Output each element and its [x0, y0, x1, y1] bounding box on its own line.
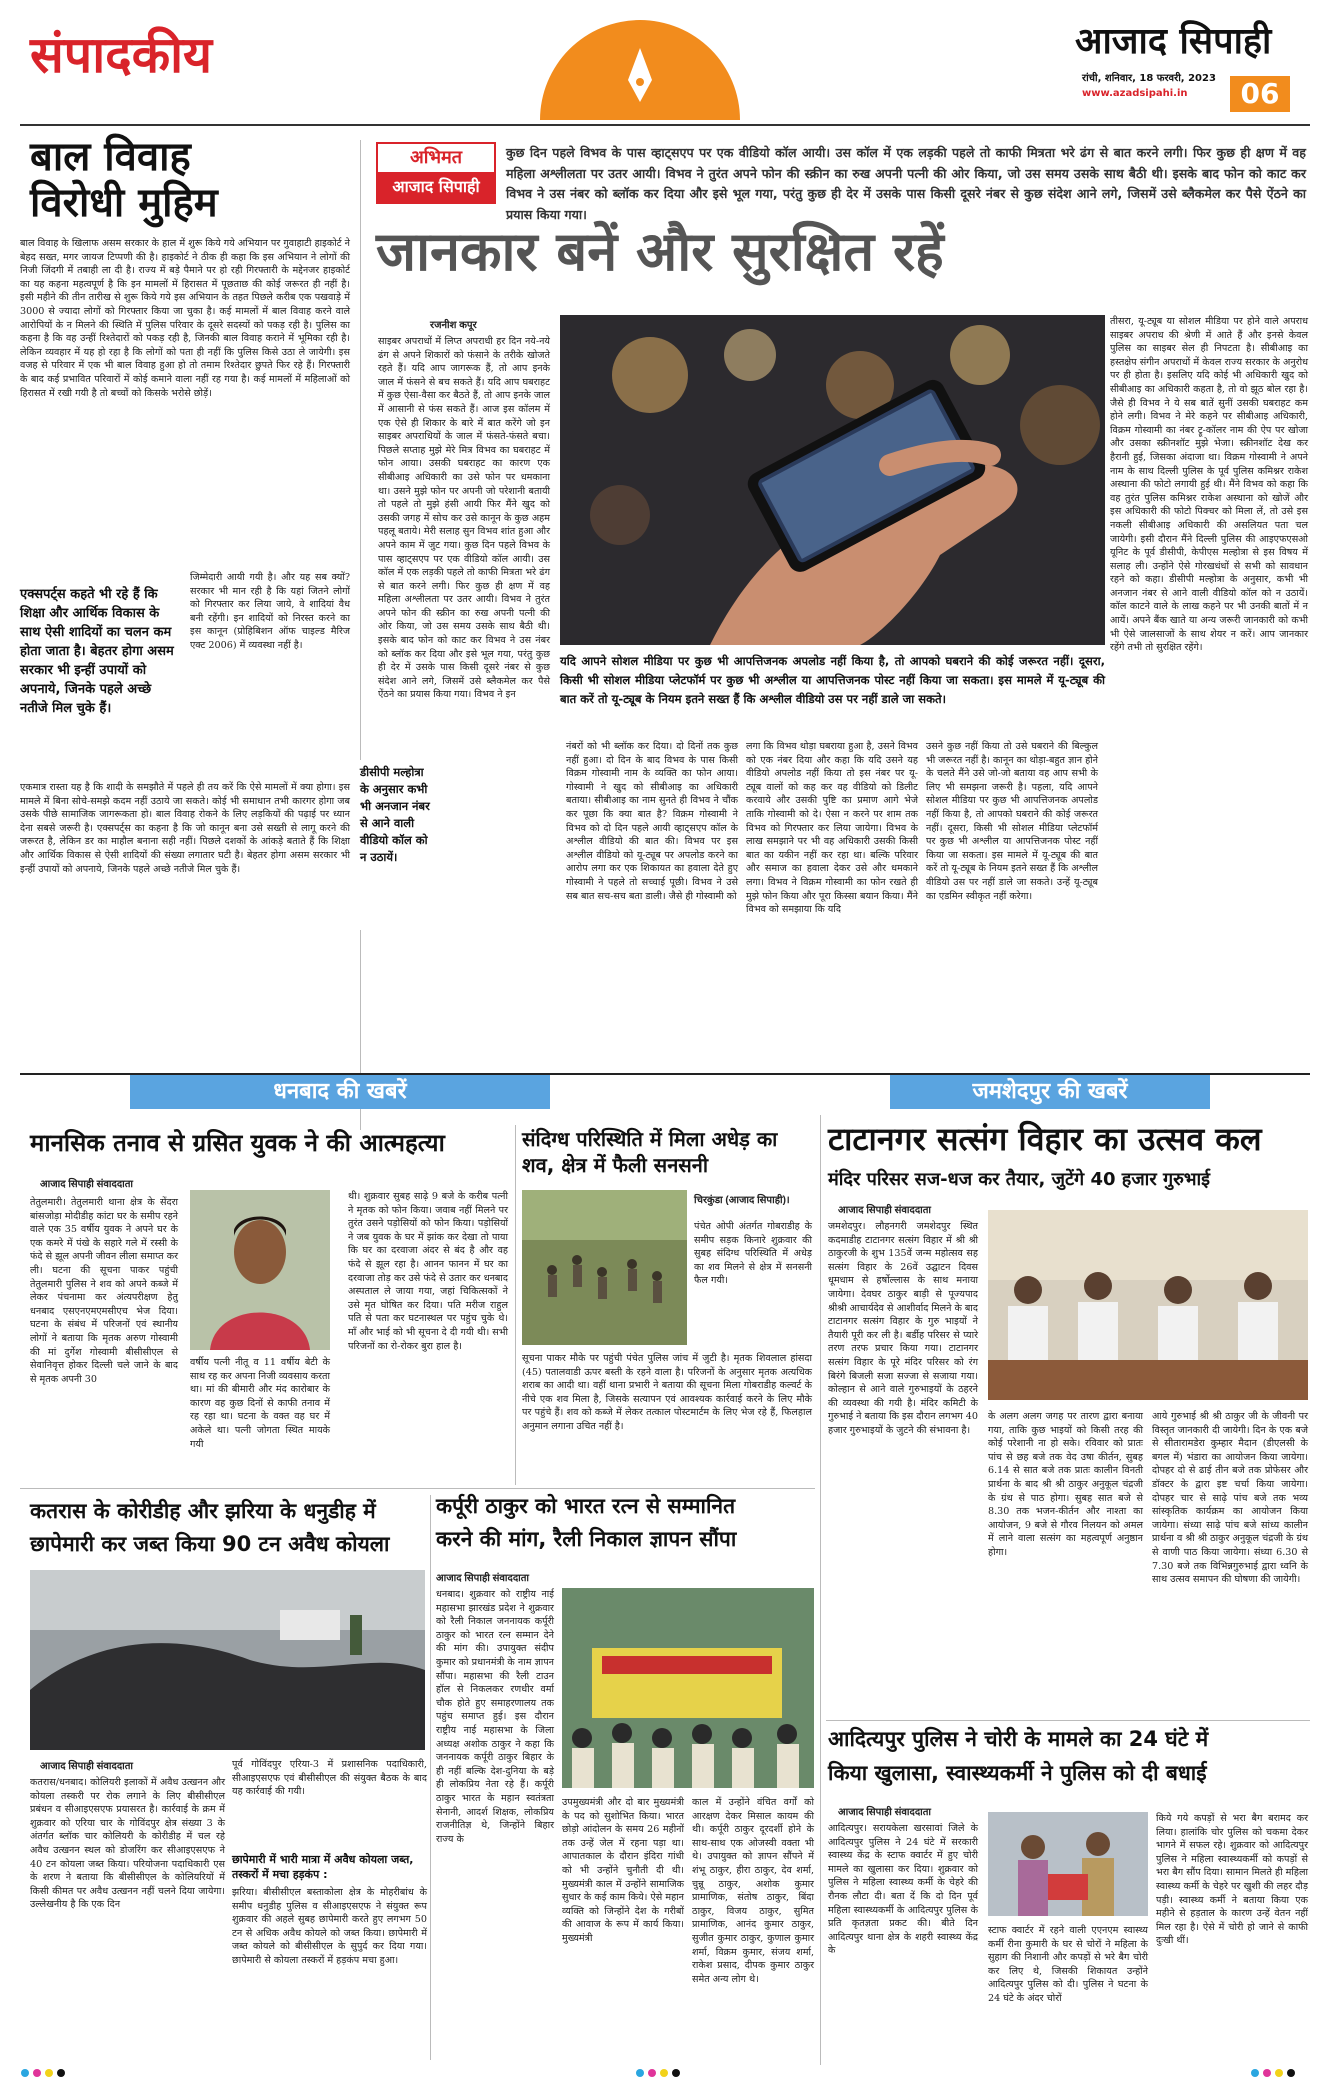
opinion-photo-caption: यदि आपने सोशल मीडिया पर कुछ भी आपत्तिजनक अपलोड नहीं किया है, तो आपको घबराने की कोई जरूरत नहीं। दूसरा, किसी भी सोशल मीडिया प्लेटफॉर्म पर कुछ भी अश्लील या आपत्तिजनक पोस्ट नहीं किया जा सकता। इस मामले में यू-ट्यूब की बात करें तो यू-ट्यूब के नियम इतने सख्त हैं कि अश्लील वीडियो उस पर नहीं डाले जा सकते।: [560, 654, 1105, 706]
jamshedpur-story1-body-b: के अलग अलग जगह पर तारण द्वारा बनाया गया, ताकि कुछ भाइयों को किसी तरह की कोई परेशानी ना हो सके। रविवार को प्रातः पांच से छह बजे तक वेद उषा कीर्तन, सुबह 6.14 से सात बजे तक प्रातः कालीन विनती प्रार्थना के बाद श्री श्री ठाकुर अनुकूल चंद्रजी के ग्रंथ से पाठ होगा। सुबह सात बजे से 8.30 तक भजन-कीर्तन और नाश्ता का आयोजन, 9 बजे से गौरव निलयन को अमल में लाने वाला सत्संग का महत्वपूर्ण अनुष्ठान होगा।: [988, 1411, 1143, 1558]
editorial-title-1: बाल विवाह: [30, 134, 191, 180]
editorial-body-1: बाल विवाह के खिलाफ असम सरकार के हाल में शुरू किये गये अभियान पर गुवाहाटी हाइकोर्ट ने बेहद सख्त, मगर जायज टिप्पणी की है। हाइकोर्ट ने ठीक ही कहा कि इस अभियान ने लोगों की निजी जिंदगी में तबाही ला दी है। राज्य में बड़े पैमाने पर हो रही गिरफ्तारी के मद्देनजर हाइकोर्ट का यह कहना महत्वपूर्ण है कि इन मामलों में हिरासत में पूछताछ की कोई जरूरत ही नहीं है। इसी महीने की तीन तारीख से शुरू किये गये इस अभियान के तहत पिछले करीब एक पखवाड़े में 3000 से ज्यादा लोगों को गिरफ्तार किया जा चुका है। कई मामलों में बाल विवाह करने वाले आरोपियों के न मिलने की स्थिति में पुलिस परिवार के दूसरे सदस्यों को पकड़ रही है। पुलिस का कहना है कि वह उन्हीं रिश्तेदारों को पकड़ रही है, जिनकी बाल विवाह कराने में भूमिका रही है। लेकिन व्यवहार में यह हो रहा है कि लोगों को पता ही नहीं कि पुलिस किसे उठा ले जायेगी। इस वजह से परिवार में एक भी बाल विवाह हुआ हो तो तमाम रिश्तेदार छुपते फिर रहे हैं। गिरफ्तारी के बाद कई प्रभावित परिवारों में कोई कमाने वाला नहीं रह गया है। कई मामलों में महिलाओं को हिरासत में रखी गयी है तो बच्चों को किसके भरोसे छोड़ें।: [20, 238, 350, 399]
meeting-illustration: [988, 1210, 1308, 1400]
opinion-photo: [560, 315, 1105, 645]
dhanbad-story3-subhead: छापेमारी में भारी मात्रा में अवैध कोयला जब्त, तस्करों में मचा हड़कंप :: [232, 1853, 414, 1881]
dhanbad-story4-photo: [562, 1588, 814, 1788]
dhanbad-mid-rule: [20, 1488, 815, 1489]
portrait-illustration: [190, 1190, 330, 1350]
dhanbad-story1-body-b: थी। शुक्रवार सुबह साढ़े 9 बजे के करीब पत्नी ने मृतक को फोन किया। जवाब नहीं मिलने पर तुरंत उसने पड़ोसियों को फोन किया। पड़ोसियों ने जब युवक के घर में झांक कर देखा तो पाया कि घर का दरवाजा अंदर से बंद है और वह फंदे से झूल रहा है। आनन फानन में घर का दरवाजा तोड़ कर उसे फंदे से उतार कर धनबाद अस्पताल ले जाया गया, जहां चिकित्सकों ने उसे मृत घोषित कर दिया। पति मरीज राहुल पति से पता कर घटनास्थल पर पहुंच चुके थे। माँ और भाई को भी सूचना दे दी गयी थी। सभी परिजनों का रो-रोकर बुरा हाल है।: [348, 1191, 508, 1352]
dhanbad-banner: धनबाद की खबरें: [130, 1075, 550, 1109]
dhanbad-story3-body-a: कतरास/धनबाद। कोलियरी इलाकों में अवैध उत्खनन और कोयला तस्करी पर रोक लगाने के लिए बीसीसीएल प्रबंधन व सीआइएसएफ प्रयासरत है। कार्रवाई के क्रम में शुक्रवार को एरिया चार के गोविंदपुर क्षेत्र संख्या 3 के अंतर्गत ब्लॉक चार कोलियरी के कोरीडीह में चल रहे अवैध उत्खनन स्थल को डोजरिंग कर सीआइएसएफ ने 40 टन कोयला जब्त किया। परियोजना पदाधिकारी एस के शरण ने बताया कि बीसीसीएल के कोलियरियों में किसी कीमत पर अवैध उत्खनन नहीं चलने दिया जायेगा। उल्लेखनीय है कि एक दिन: [30, 1777, 225, 1911]
dhanbad-story3-body-c: झरिया। बीसीसीएल बस्ताकोला क्षेत्र के मोहरीबांध के समीप धनुडीह पुलिस व सीआइएसएफ ने संयुक्त रूप शुक्रवार की अहले सुबह छापेमारी करते हुए लगभग 50 टन से अधिक अवैध कोयले को जब्त किया। छापेमारी में जब्त कोयले को बीसीसीएल के सुपुर्द कर दिया गया। छापेमारी से कोयला तस्करों में हड़कंप मचा हुआ।: [232, 1887, 427, 1966]
jamshedpur-story1-body-c: आये गुरुभाई श्री श्री ठाकुर जी के जीवनी पर विस्तृत जानकारी दी जायेगी। दिन के एक बजे से सीतारामडेरा कुम्हार मैदान (डीएलसी के बगल में) भंडारा का आयोजन किया जायेगा। दोपहर दो से ढाई तीन बजे तक प्रोफेसर और डॉक्टर के द्वारा इष्ट चर्चा किया जायेगा। दोपहर चार से साढ़े पांच बजे तक भव्य सांस्कृतिक कार्यक्रम का आयोजन किया जायेगा। संध्या साढ़े पांच बजे सांध्य कालीन प्रार्थना व श्री श्री ठाकुर अनुकूल चंद्रजी के ग्रंथ से वाणी पाठ किया जायेगा। संध्या 6.30 से 7.30 बजे तक विभिन्नगुरुभाई द्वारा ध्वनि के साथ उत्सव समापन की घोषणा की जायेगी।: [1152, 1411, 1308, 1586]
dateline: रांची, शनिवार, 18 फरवरी, 2023: [1082, 73, 1216, 84]
crowd-field-illustration: [522, 1190, 687, 1345]
dhanbad-story4-byline: आजाद सिपाही संवाददाता: [436, 1573, 530, 1584]
dhanbad-story4-headline-1: कर्पूरी ठाकुर को भारत रत्न से सम्मानित: [436, 1494, 736, 1518]
opinion-col-3: लगा कि विभव थोड़ा घबराया हुआ है, उसने विभव को एक नंबर दिया और कहा कि यदि उसने यह वीडियो अपलोड नहीं किया तो इस नंबर पर यू-ट्यूब वालों को कह कर वह वीडियो को डिलीट करवाये और उसकी पुष्टि का प्रमाण आगे भेजे ताकि गोस्वामी को दे। ऐसा न करने पर शाम तक विभव को गिरफ्तार कर लिया जायेगा। विभव के लाख समझाने पर भी वह अधिकारी उसकी किसी बात का यकीन नहीं कर रहा था। बल्कि परिवार और समाज का हवाला देकर उसे और धमकाने लगा। विभव ने विक्रम गोस्वामी का फोन रखते ही मुझे फोन किया और पूरा किस्सा बयान किया। मैंने विभव को समझाया कि यदि: [746, 741, 918, 916]
jamshedpur-banner: जमशेदपुर की खबरें: [890, 1075, 1210, 1109]
brand-name: आजाद सिपाही: [1075, 21, 1272, 62]
editorial-pullquote: एक्सपर्ट्स कहते भी रहे हैं कि शिक्षा और आर्थिक विकास के साथ ऐसी शादियों का चलन कम होता जाता है। बेहतर होगा असम सरकार भी इन्हीं उपायों को अपनाये, जिनके पहले अच्छे नतीजे मिल चुके हैं।: [20, 587, 174, 716]
editorial-body-2: जिम्मेदारी आयी गयी है। और यह सब क्यों? सरकार भी मान रही है कि यहां जितने लोगों को गिरफ्तार कर लिया जाये, वे शादियां वैध बनी रहेंगी। इन शादियों को निरस्त करने का इस कानून (प्रोहिबिशन ऑफ चाइल्ड मैरिज एक्ट 2006) में व्यवस्था नहीं है।: [190, 572, 350, 651]
jamshedpur-story2-byline: आजाद सिपाही संवाददाता: [838, 1807, 932, 1818]
dhanbad-story2-body: पंचेत ओपी अंतर्गत गोबराडीह के समीप सड़क किनारे शुक्रवार की सुबह संदिग्ध परिस्थिति में अधेड़ का शव मिलने से क्षेत्र में सनसनी फैल गयी।: [694, 1221, 812, 1287]
dhanbad-story3-body-b: पूर्व गोविंदपुर एरिया-3 में प्रशासनिक पदाधिकारी, सीआइएसएफ एवं बीसीसीएल की संयुक्त बैठक के बाद यह कार्रवाई की गयी।: [232, 1759, 427, 1798]
rally-illustration: [562, 1588, 814, 1788]
website: www.azadsipahi.in: [1082, 88, 1188, 99]
opinion-headline: जानकार बनें और सुरक्षित रहें: [376, 220, 944, 283]
masthead: [0, 0, 1325, 118]
jamshedpur-story2-body-a: आदित्यपुर। सरायकेला खरसावां जिले के आदित्यपुर पुलिस ने 24 घंटे में सरकारी स्वास्थ्य केंद्र के स्टाफ क्वार्टर में हुए चोरी मामले का खुलासा कर दिया। शुक्रवार को पुलिस ने महिला स्वास्थ्य कर्मी के चेहरे की रौनक लौटा दी। बता दें कि दो दिन पूर्व महिला स्वास्थ्यकर्मी के आदित्यपुर पुलिस के प्रति कृतज्ञता प्रकट की। बीते दिन आदित्यपुर थाना क्षेत्र के शहरी स्वास्थ्य केंद्र के: [828, 1823, 978, 1957]
color-dots-center: [635, 2068, 735, 2078]
footer-color-strip: [20, 2068, 1310, 2078]
hand-phone-illustration: [560, 315, 1105, 645]
opinion-author: रजनीश कपूर: [430, 320, 477, 331]
section-title: संपादकीय: [30, 26, 213, 84]
jamshedpur-story1-byline: आजाद सिपाही संवाददाता: [838, 1205, 932, 1216]
jamshedpur-mid-rule: [826, 1720, 1310, 1721]
dhanbad-story2-body-b: सूचना पाकर मौके पर पहुंची पंचेत पुलिस जांच में जुटी है। मृतक शिवलाल हांसदा (45) पतालवाडी ऊपर बस्ती के रहने वाला है। परिजनों के अनुसार मृतक अत्यधिक शराब का आदी था। वहीं थाना प्रभारी ने बताया की सूचना मिला गोबराडीह कल्वर्ट के नीचे एक शव मिला है, जिसके सत्यापन एवं आवश्यक कार्रवाई करने के लिए मौके पर पहुंचे हैं। शव को कब्जे में लेकर तत्काल पोस्टमार्टम के लिए भेज रहे हैं, फिलहाल अनुमान लगाना उचित नहीं है।: [522, 1353, 812, 1432]
opinion-tag: [376, 142, 496, 204]
col-divider-dhanbad-2: [430, 1495, 431, 2060]
sun-pen-emblem: [530, 10, 750, 120]
opinion-col-1: साइबर अपराधों में लिप्त अपराधी हर दिन नये-नये ढंग से अपने शिकारों को फंसाने के तरीके खोजते रहते हैं। यदि आप जागरूक हैं, तो आप इनके जाल में फंसने से बच सकते हैं। यदि आप घबराहट में कुछ ऐसा-वैसा कर बैठते हैं, तो आप इनके जाल में आसानी से फंस सकते हैं। आज इस कॉलम में एक ऐसे ही शिकार के बारे में बात करेंगे जो इन साइबर अपराधियों के जाल में फंसते-फंसते बचा। पिछले सप्ताह मुझे मेरे मित्र विभव का घबराहट में फोन आया। उसकी घबराहट का कारण एक सीबीआइ अधिकारी का उसे फोन पर धमकाना था। उसने मुझे फोन पर अपनी जो परेशानी बतायी तो पहले तो मुझे हंसी आयी फिर मैंने खुद को उसकी जगह में सोच कर उसे कानून के कुछ अहम पहलू बताये। मेरी सलाह सुन विभव शांत हुआ और अपने काम में जुट गया। कुछ दिन पहले विभव के पास व्हाट्सएप पर एक वीडियो कॉल आयी। उस कॉल में एक लड़की पहले तो काफी मित्रता भरे ढंग से बात करने लगी। फिर कुछ ही क्षण में वह महिला अश्लीलता पर उतर आयी। विभव ने तुरंत अपने फोन की स्क्रीन का रुख अपनी पत्नी की ओर किया, जो उस समय उसके साथ बैठी थी। इसके बाद फोन को काट कर विभव ने उस नंबर को ब्लॉक कर दिया और इसे भूल गया, परंतु कुछ ही देर में उसके पास किसी दूसरे नंबर से कुछ संदेश आने लगे, जिसमें उसे ब्लैकमेल कर पैसे ऐंठने का प्रयास किया गया। विभव ने इन: [378, 336, 550, 701]
opinion-col-4: उसने कुछ नहीं किया तो उसे घबराने की बिल्कुल भी जरूरत नहीं है। कानून का थोड़ा-बहुत ज्ञान होने के चलते मैंने उसे जो-जो बताया वह आप सभी के लिए भी समझना जरूरी है। पहला, यदि आपने सोशल मीडिया पर कुछ भी आपत्तिजनक अपलोड नहीं किया है, तो आपको घबराने की कोई जरूरत नहीं। दूसरा, किसी भी सोशल मीडिया प्लेटफॉर्म पर कुछ भी अश्लील या आपत्तिजनक पोस्ट नहीं किया जा सकता। इस मामले में यू-ट्यूब की बात करें तो यू-ट्यूब के नियम इतने सख्त हैं कि अश्लील वीडियो उस पर नहीं डाले जा सकते। उन्हें यू-ट्यूब का एडमिन स्वीकृत नहीं करेगा।: [926, 741, 1098, 902]
side-quote-text: डीसीपी मल्होत्रा के अनुसार कभी भी अनजान नंबर से आने वाली वीडियो कॉल को न उठायें।: [360, 765, 430, 864]
dhanbad-story1-caption: वर्षीय पत्नी नीतू व 11 वर्षीय बेटी के साथ रह कर अपना निजी व्यवसाय करता था। मां की बीमारी और मंद कारोबार के कारण वह कुछ दिनों से काफी तनाव में रह रहा था। घटना के वक्त वह घर में अकेले था। पत्नी जोगता स्थित मायके गयी: [190, 1357, 330, 1450]
jamshedpur-story2-headline-2: किया खुलासा, स्वास्थ्यकर्मी ने पुलिस को दी बधाई: [828, 1761, 1207, 1785]
dhanbad-story4-headline-2: करने की मांग, रैली निकाल ज्ञापन सौंपा: [436, 1527, 737, 1551]
opinion-side-quote: [356, 760, 436, 930]
dhanbad-story3-byline: आजाद सिपाही संवाददाता: [40, 1761, 134, 1772]
jamshedpur-story2-headline-1: आदित्यपुर पुलिस ने चोरी के मामले का 24 घंटे में: [828, 1727, 1209, 1751]
jamshedpur-story2-photo: [988, 1812, 1148, 1916]
color-dots-left: [20, 2068, 120, 2078]
dhanbad-story1-byline: आजाद सिपाही संवाददाता: [40, 1179, 134, 1190]
coal-heap-illustration: [30, 1570, 425, 1750]
masthead-rule: [20, 124, 1310, 126]
jamshedpur-story1-body-a: जमशेदपुर। लौहनगरी जमशेदपुर स्थित कदमाडीह टाटानगर सत्संग विहार में श्री श्री ठाकुरजी के शुभ 135वें जन्म महोत्सव सह सत्संग विहार के 26वें उद्घाटन दिवस धूमधाम से हर्षोल्लास के साथ मनाया जायेगा। देवघर ठाकुर बाड़ी से पूज्यपाद श्रीश्री आचार्यदेव से आशीर्वाद मिलने के बाद टाटानगर सत्संग विहार के गुरु भाइयों ने तैयारी पूरी कर ली है। बर्डीह परिसर से प्यारे तरण तरफ प्रचार किया गया। टाटानगर सत्संग विहार के पूरे मंदिर परिसर को रंग बिरंगे बिजली सजा सज्जा से सजाया गया। कोल्हान से आने वाले गुरुभाइयों के ठहरने की व्यवस्था की गयी है। मंदिर कमिटी के गुरुभाई ने बताया कि इस दौरान लगभग 40 हजार गुरुभाइयों के जुटने की संभावना है।: [828, 1221, 978, 1436]
jamshedpur-story2-body-b: स्टाफ क्वार्टर में रहने वाली एएनएम स्वास्थ्य कर्मी रीना कुमारी के घर से चोरों ने महिला के सुहाग की निशानी और कपड़ों से भरे बैग चोरी कर लिए थे, जिसकी शिकायत उन्होंने आदित्यपुर पुलिस को दी। पुलिस ने घटना के 24 घंटे के अंदर चोरों: [988, 1925, 1148, 2004]
dhanbad-story4-body-a: धनबाद। शुक्रवार को राष्ट्रीय नाई महासभा झारखंड प्रदेश ने शुक्रवार को रैली निकाल जननायक कर्पूरी ठाकुर को भारत रत्न सम्मान देने की मांग की। उपायुक्त संदीप कुमार को प्रधानमंत्री के नाम ज्ञापन सौंपा। महासभा की रैली टाउन हॉल से निकलकर रणधीर वर्मा चौक होते हुए समाहरणालय तक पहुंच समाप्त हुई। इस दौरान राष्ट्रीय नाई महासभा के जिला अध्यक्ष अशोक ठाकुर ने कहा कि जननायक कर्पूरी ठाकुर बिहार के ही नहीं बल्कि देश-दुनिया के बड़े ही लोकप्रिय नेता रहे हैं। कर्पूरी ठाकुर भारत के महान स्वतंत्रता सेनानी, आदर्श शिक्षक, लोकप्रिय राजनीतिज्ञ थे, जिन्होंने बिहार राज्य के: [436, 1589, 554, 1845]
editorial-body-3: एकमात्र रास्ता यह है कि शादी के समझौते में पहले ही तय करें कि ऐसे मामलों में क्या होगा। इस मामले में बिना सोचे-समझे कदम नहीं उठाये जा सकते। कोई भी समाधान तभी कारगर होगा जब उसके पीछे सामाजिक जागरूकता हो। बाल विवाह रोकने के लिए लड़कियों की पढ़ाई पर ध्यान देना सबसे जरूरी है। एक्सपर्ट्स का कहना है कि जो कानून बना उसे सख्ती से लागू करने की जरूरत है, लेकिन डर का माहौल बनाना सही नहीं। पिछले दशकों के आंकड़े बताते हैं कि शिक्षा और आर्थिक विकास से ऐसी शादियों की संख्या लगातार घटी है। बेहतर होगा असम सरकार भी इन्हीं उपायों को अपनाये, जिनके पहले अच्छे नतीजे मिल चुके हैं।: [20, 782, 350, 875]
dhanbad-story1-body-a: तेतुलमारी। तेतुलमारी थाना क्षेत्र के सेंदरा बांसजोड़ा मोदीडीह कांटा घर के समीप रहने वाले एक 35 वर्षीय युवक ने अपने घर के एक कमरे में पंखे के सहारे गले में रस्सी के फंदे से झूल अपनी जीवन लीला समाप्त कर ली। घटना की सूचना पाकर पहुंची तेतुलमारी पुलिस ने शव को अपने कब्जे में लेकर पंचनामा कर अंत्यपरीक्षण हेतु धनबाद एसएनएमएमसीएच भेज दिया। घटना के संबंध में परिजनों एवं स्थानीय लोगों ने बताया कि मृतक अरुण गोस्वामी की मां दुर्गेश गोस्वामी बीसीसीएल से सेवानिवृत्त होकर दिल्ली चले जाने के बाद से मृतक अपनी 30: [30, 1197, 178, 1385]
editorial-title-2: विरोधी मुहिम: [30, 180, 218, 226]
police-handover-illustration: [988, 1812, 1148, 1916]
dhanbad-story1-headline: मानसिक तनाव से ग्रसित युवक ने की आत्महत्या: [30, 1129, 445, 1157]
dhanbad-story2-headline: संदिग्ध परिस्थिति में मिला अधेड़ का शव, क्षेत्र में फैली सनसनी: [522, 1127, 778, 1177]
dhanbad-story3-photo: [30, 1570, 425, 1750]
editorial: [20, 135, 350, 1135]
jamshedpur-story2-body-c: किये गये कपड़ों से भरा बैग बरामद कर लिया। हालांकि चोर पुलिस को चकमा देकर भागने में सफल रहे। शुक्रवार को आदित्यपुर पुलिस ने महिला स्वास्थ्यकर्मी को कपड़ों से भरा बैग सौंप दिया। सामान मिलते ही महिला स्वास्थ्य कर्मी के चेहरे पर खुशी की लहर दौड़ पड़ी। स्वास्थ्य कर्मी ने बताया किया एक महीने से हड़ताल के कारण उन्हें वेतन नहीं मिल रहा है। ऐसे में चोरी हो जाने से काफी दुःखी थीं।: [1156, 1813, 1308, 1947]
opinion-tag-top: अभिमत: [409, 147, 463, 168]
dhanbad-story2-photo: [522, 1190, 687, 1345]
dhanbad-story2-byline: चिरकुंडा (आजाद सिपाही)।: [694, 1195, 790, 1206]
dhanbad-story3-headline-2: छापेमारी कर जब्त किया 90 टन अवैध कोयला: [30, 1532, 390, 1556]
dhanbad-story4-body-c: काल में उन्होंने वंचित वर्गों को आरक्षण देकर मिसाल कायम की थी। कर्पूरी ठाकुर दूरदर्शी होने के साथ-साथ एक ओजस्वी वक्ता भी थे। उपायुक्त को ज्ञापन सौंपने में शंभू ठाकुर, हीरा ठाकुर, देव शर्मा, चुन्नू ठाकुर, अशोक कुमार प्रामाणिक, संतोष ठाकुर, बिंदा ठाकुर, विजय ठाकुर, सुमित प्रामाणिक, आनंद कुमार ठाकुर, सुजीत कुमार ठाकुर, कुणाल कुमार शर्मा, विक्रम कुमार, संजय शर्मा, राकेश प्रसाद, दीपक कुमार ठाकुर समेत अन्य लोग थे।: [692, 1797, 814, 1985]
page-number: 06: [1230, 76, 1290, 112]
column-divider-lower: [820, 1115, 821, 2065]
dhanbad-story4-body-b: उपमुख्यमंत्री और दो बार मुख्यमंत्री के पद को सुशोभित किया। भारत छोड़ो आंदोलन के समय 26 महीनों तक उन्हें जेल में रहना पड़ा था। आपातकाल के दौरान इंदिरा गांधी को भी उन्होंने चुनौती दी थी। मुख्यमंत्री काल में उन्होंने सामाजिक सुधार के कई काम किये। ऐसे महान व्यक्ति को जिन्होंने देश के गरीबों की आवाज के रूप में कार्य किया। मुख्यमंत्री: [562, 1797, 684, 1944]
jamshedpur-story1-headline: टाटानगर सत्संग विहार का उत्सव कल: [828, 1120, 1262, 1158]
dhanbad-story3-headline-1: कतरास के कोरीडीह और झरिया के धनुडीह में: [30, 1499, 376, 1523]
jamshedpur-story1-subhead: मंदिर परिसर सज-धज कर तैयार, जुटेंगे 40 हजार गुरुभाई: [828, 1169, 1211, 1190]
color-dots-right: [1250, 2068, 1310, 2078]
opinion-col-2: नंबरों को भी ब्लॉक कर दिया। दो दिनों तक कुछ नहीं हुआ। दो दिन के बाद विभव के पास किसी विक्रम गोस्वामी नाम के व्यक्ति का फोन आया। गोस्वामी ने खुद को सीबीआइ का अधिकारी बताया। सीबीआइ का नाम सुनते ही विभव ने चौंक कर पूछा कि क्या बात है? विक्रम गोस्वामी ने विभव को दो दिन पहले आयी व्हाट्सएप कॉल के अश्लील वीडियो की बात की। विभव पर इस अश्लील वीडियो को यू-ट्यूब पर अपलोड करने का आरोप लगा कर एक शिकायत का हवाला देते हुए गोस्वामी ने पहले तो सच्चाई पूछी। विभव ने उसे सब बात सच-सच बता डाली। जैसे ही गोस्वामी को: [566, 741, 738, 902]
opinion-intro: कुछ दिन पहले विभव के पास व्हाट्सएप पर एक वीडियो कॉल आयी। उस कॉल में एक लड़की पहले तो काफी मित्रता भरे ढंग से बात करने लगी। फिर कुछ ही क्षण में वह महिला अश्लीलता पर उतर आयी। विभव ने तुरंत अपने फोन की स्क्रीन का रुख अपनी पत्नी की ओर किया, जो उस समय उसके साथ बैठी थी। इसके बाद फोन को काट कर विभव ने उस नंबर को ब्लॉक कर दिया और इसे भूल गया, परंतु कुछ ही देर में उसके पास किसी दूसरे नंबर से कुछ संदेश आने लगे, जिसमें उसे ब्लैकमेल कर पैसे ऐंठने का प्रयास किया गया।: [506, 145, 1306, 222]
col-divider-dhanbad: [515, 1125, 516, 1485]
opinion-col-5: तीसरा, यू-ट्यूब या सोशल मीडिया पर होने वाले अपराध साइबर अपराध की श्रेणी में आते हैं और इनसे केवल पुलिस का साइबर सेल ही निपटता है। सीबीआइ का हस्तक्षेप संगीन अपराधों में केवल राज्य सरकार के अनुरोध पर ही होता है। इसलिए यदि कोई भी अधिकारी खुद को सीबीआइ का अधिकारी कहता है, तो वो झूठ बोल रहा है। जैसे ही विभव ने ये सब बातें सुनीं उसकी घबराहट कम होने लगी। विभव ने मेरे कहने पर सीबीआइ अधिकारी, विक्रम गोस्वामी का नंबर ट्रू-कॉलर नाम की ऐप पर खोजा और उसका स्क्रीनशॉट मुझे भेजा। स्क्रीनशॉट देख कर हैरानी हुई, जिसका अंदाजा था। विक्रम गोस्वामी ने अपने नाम के साथ दिल्ली पुलिस के पूर्व पुलिस कमिश्नर राकेश अस्थाना की फोटो लगायी हुई थी। मैंने विभव को कहा कि वह तुरंत पुलिस कमिश्नर राकेश अस्थाना को खोजें और इस अधिकारी की फोटो पिक्चर को मिला लें, तो उसे इस नकली सीबीआइ अधिकारी की असलियत पता चल जायेगी। इसी दौरान मैंने दिल्ली पुलिस की आइएफएसओ यूनिट के पूर्व डीसीपी, केपीएस मल्होत्रा से इस विषय में सलाह ली। उन्होंने ऐसे गोरखधंधों से सभी को सावधान रहने को कहा। डीसीपी मल्होत्रा के अनुसार, कभी भी अनजान नंबर से आने वाली वीडियो कॉल को न उठायें। कॉल काटने वाले के लाख कहने पर भी उनकी बातों में न आयें। अपने बैंक खाते या अन्य जरूरी जानकारी को कभी भी ऐसे जालसाजों के साथ शेयर न करें। आप जानकार रहेंगे तभी तो सुरक्षित रहेंगे।: [1110, 316, 1308, 654]
dhanbad-story1-photo: [190, 1190, 330, 1350]
opinion-tag-bottom: आजाद सिपाही: [378, 172, 494, 202]
jamshedpur-story1-photo: [988, 1210, 1308, 1400]
column-divider: [360, 140, 361, 1130]
